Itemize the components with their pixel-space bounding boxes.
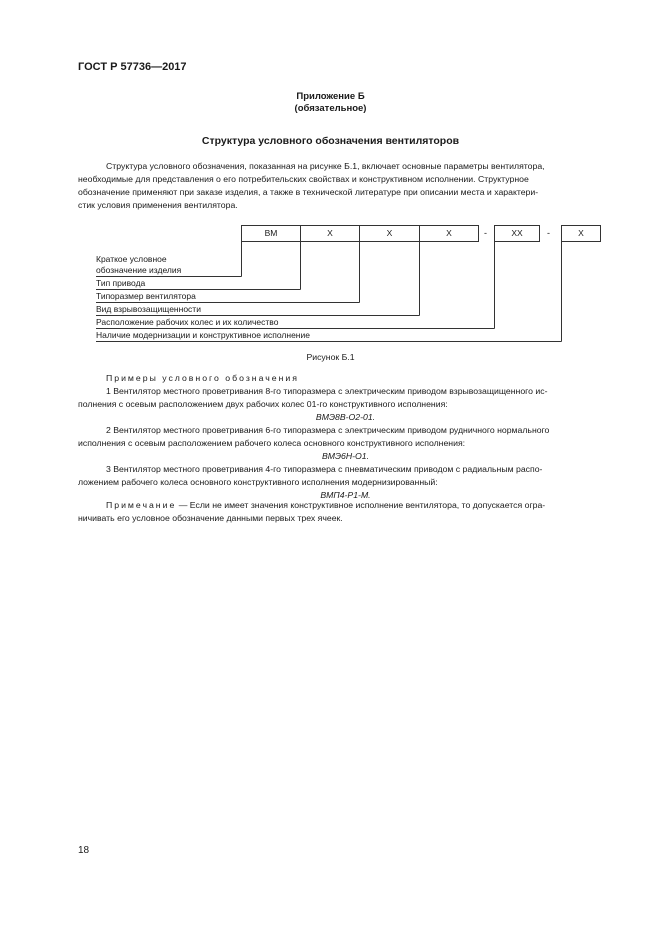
intro-line: стик условия применения вентилятора. [78, 200, 238, 210]
example-code: ВМЭ6Н-О1. [321, 451, 370, 461]
label-fan-size: Типоразмер вентилятора [96, 291, 196, 301]
cell-modification: Х [561, 225, 601, 242]
note-label: Примечание [106, 500, 177, 510]
page-number: 18 [78, 845, 90, 856]
note-paragraph [78, 499, 613, 525]
example-code: ВМП4-Р1-М. [320, 490, 371, 500]
example-line: полнения с осевым расположением двух рабочих колес 01-го конструктивного исполнения: [78, 399, 448, 409]
example-code: ВМЭ8В-О2-01. [315, 412, 376, 422]
label-explosion-protection: Вид взрывозащищенности [96, 304, 201, 314]
cell-wheels: ХХ [494, 225, 540, 242]
cell-size: Х [359, 225, 420, 242]
label-wheel-arrangement: Расположение рабочих колес и их количество [96, 317, 279, 327]
intro-line: необходимые для представления о его потребительских свойствах и конструктивном исполнении. Структурное [78, 174, 529, 184]
note-text-2: ничивать его условное обозначение данными первых трех ячеек. [78, 513, 343, 523]
note-text: — Если не имеет значения конструктивное исполнение вентилятора, то допускается огра- [176, 500, 546, 510]
section-title: Структура условного обозначения вентиляторов [201, 135, 460, 147]
separator-dash: - [484, 228, 487, 238]
intro-line: обозначение применяют при заказе изделия, а также в технической литературе при описании места и характери- [78, 187, 539, 197]
example-line: исполнения с осевым расположением рабочего колеса основного конструктивного исполнения: [78, 438, 466, 448]
examples-section [78, 372, 613, 502]
label-short-designation-2: обозначение изделия [96, 265, 182, 275]
label-drive-type: Тип привода [96, 278, 146, 288]
appendix-status: (обязательное) [294, 103, 367, 114]
figure-caption: Рисунок Б.1 [306, 352, 355, 362]
cell-drive: Х [300, 225, 360, 242]
example-line: 2 Вентилятор местного проветривания 6-го типоразмера с электрическим приводом рудничного нормального [106, 425, 550, 435]
examples-heading: Примеры условного обозначения [106, 373, 299, 383]
separator-dash: - [547, 228, 550, 238]
cell-explosion: Х [419, 225, 479, 242]
example-line: 3 Вентилятор местного проветривания 4-го типоразмера с пневматическим приводом с радиальным распо- [106, 464, 543, 474]
standard-header: ГОСТ Р 57736—2017 [78, 61, 187, 73]
label-short-designation: Краткое условное [96, 254, 167, 264]
label-modification: Наличие модернизации и конструктивное исполнение [96, 330, 310, 340]
intro-line: Структура условного обозначения, показанная на рисунке Б.1, включает основные параметры вентилятора, [106, 161, 545, 171]
appendix-title: Приложение Б [296, 91, 365, 102]
example-line: 1 Вентилятор местного проветривания 8-го типоразмера с электрическим приводом взрывозащищенного ис- [106, 386, 548, 396]
example-line: ложением рабочего колеса основного конструктивного исполнения модернизированный: [78, 477, 438, 487]
cell-model: ВМ [241, 225, 301, 242]
